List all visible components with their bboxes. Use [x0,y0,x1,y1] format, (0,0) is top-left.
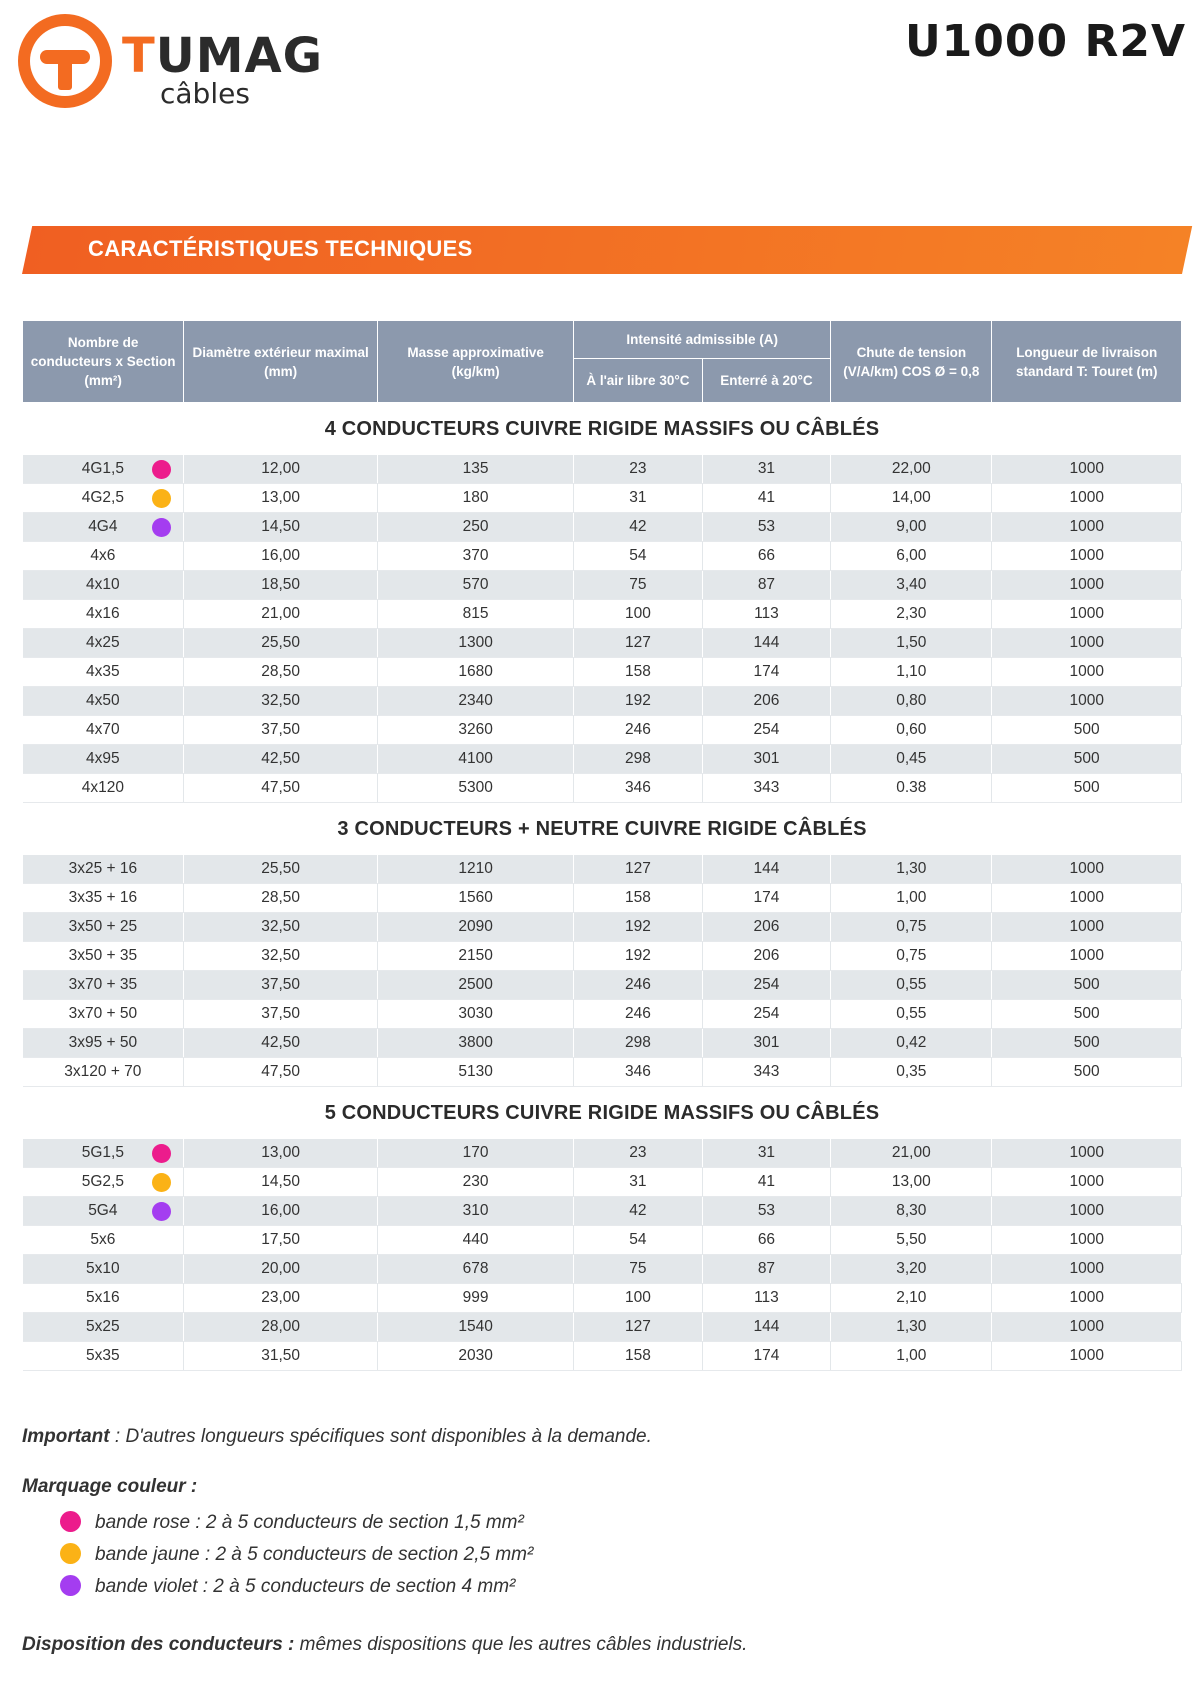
cell-length: 1000 [992,1284,1182,1313]
logo-emblem-icon [18,14,112,108]
cell-mass: 3800 [378,1029,574,1058]
cell-current-air: 192 [574,913,703,942]
cell-length: 500 [992,1000,1182,1029]
cell-mass: 1540 [378,1313,574,1342]
cell-current-ground: 41 [702,484,831,513]
header-section: Nombre de conducteurs x Section (mm²) [23,321,184,403]
cell-diameter: 18,50 [184,571,378,600]
cell-current-air: 54 [574,542,703,571]
cell-section: 4x120 [23,774,184,803]
cell-current-ground: 144 [702,629,831,658]
cell-voltage-drop: 14,00 [831,484,992,513]
violet-marker-icon [152,518,171,537]
table-row [23,913,1182,942]
cell-current-air: 246 [574,716,703,745]
cell-current-air: 158 [574,658,703,687]
cell-voltage-drop: 3,20 [831,1255,992,1284]
cell-section: 3x95 + 50 [23,1029,184,1058]
yellow-marker-icon [152,489,171,508]
legend-text: bande violet : 2 à 5 conducteurs de section 4 mm² [95,1576,516,1597]
table-row [23,542,1182,571]
legend-item-yellow [60,1544,533,1566]
cell-mass: 2500 [378,971,574,1000]
cell-current-ground: 113 [702,1284,831,1313]
cell-section: 4G4 [23,513,184,542]
cell-length: 500 [992,971,1182,1000]
cell-voltage-drop: 8,30 [831,1197,992,1226]
pink-dot-icon [60,1511,81,1532]
header-current-air: À l'air libre 30°C [574,359,703,403]
header-delivery-length: Longueur de livraison standard T: Touret (m) [992,321,1182,403]
table-row [23,571,1182,600]
conductor-layout-note: Disposition des conducteurs : mêmes dispositions que les autres câbles industriels. [22,1634,748,1655]
cell-current-ground: 174 [702,1342,831,1371]
cell-current-ground: 301 [702,745,831,774]
color-marking-title: Marquage couleur : [22,1476,198,1497]
table-row [23,455,1182,484]
cell-diameter: 25,50 [184,855,378,884]
cell-current-ground: 87 [702,571,831,600]
cell-diameter: 32,50 [184,913,378,942]
cell-section: 3x70 + 35 [23,971,184,1000]
legend-text: bande rose : 2 à 5 conducteurs de section 1,5 mm² [95,1512,524,1533]
cell-mass: 2150 [378,942,574,971]
cell-current-air: 346 [574,774,703,803]
cell-section: 5x25 [23,1313,184,1342]
cell-voltage-drop: 2,30 [831,600,992,629]
cell-current-air: 158 [574,1342,703,1371]
cell-length: 1000 [992,1255,1182,1284]
cell-diameter: 47,50 [184,1058,378,1087]
legend-item-pink [60,1512,524,1534]
table-row [23,1168,1182,1197]
cell-mass: 440 [378,1226,574,1255]
legend-item-violet [60,1576,515,1598]
cell-diameter: 13,00 [184,1139,378,1168]
cell-length: 1000 [992,455,1182,484]
cell-mass: 310 [378,1197,574,1226]
cell-length: 500 [992,1058,1182,1087]
table-row [23,1255,1182,1284]
cell-mass: 1210 [378,855,574,884]
cell-current-ground: 301 [702,1029,831,1058]
section-heading: 5 CONDUCTEURS CUIVRE RIGIDE MASSIFS OU CÂBLÉS [23,1087,1182,1140]
important-note: Important : D'autres longueurs spécifiques sont disponibles à la demande. [22,1426,652,1447]
cell-voltage-drop: 0,35 [831,1058,992,1087]
cell-current-ground: 53 [702,1197,831,1226]
cell-section: 3x50 + 25 [23,913,184,942]
cell-current-ground: 66 [702,1226,831,1255]
cell-current-air: 298 [574,745,703,774]
violet-dot-icon [60,1575,81,1596]
brand-logo [18,14,324,114]
cell-current-ground: 113 [702,600,831,629]
cell-current-air: 127 [574,855,703,884]
cell-current-air: 23 [574,455,703,484]
cell-mass: 815 [378,600,574,629]
cell-current-air: 75 [574,1255,703,1284]
cell-current-ground: 31 [702,1139,831,1168]
cell-voltage-drop: 1,50 [831,629,992,658]
table-row [23,1313,1182,1342]
table-row [23,600,1182,629]
cell-section: 5x35 [23,1342,184,1371]
brand-name: TUMAG [122,28,324,84]
cell-diameter: 16,00 [184,1197,378,1226]
cell-diameter: 13,00 [184,484,378,513]
cell-current-air: 42 [574,513,703,542]
legend-text: bande jaune : 2 à 5 conducteurs de section 2,5 mm² [95,1544,534,1565]
pink-marker-icon [152,1144,171,1163]
cell-voltage-drop: 0,55 [831,1000,992,1029]
table-row [23,484,1182,513]
cell-current-ground: 144 [702,1313,831,1342]
specs-table [22,320,1182,1371]
cell-length: 1000 [992,571,1182,600]
cell-current-air: 31 [574,1168,703,1197]
cell-current-ground: 31 [702,455,831,484]
cell-diameter: 31,50 [184,1342,378,1371]
cell-length: 1000 [992,600,1182,629]
cell-voltage-drop: 0,60 [831,716,992,745]
cell-length: 1000 [992,629,1182,658]
cell-current-air: 100 [574,1284,703,1313]
cell-mass: 678 [378,1255,574,1284]
cell-mass: 4100 [378,745,574,774]
cell-voltage-drop: 1,00 [831,884,992,913]
cell-section: 5G1,5 [23,1139,184,1168]
cell-diameter: 21,00 [184,600,378,629]
cell-diameter: 14,50 [184,1168,378,1197]
cell-current-ground: 206 [702,687,831,716]
cell-diameter: 20,00 [184,1255,378,1284]
cell-current-ground: 206 [702,942,831,971]
cell-current-ground: 53 [702,513,831,542]
cell-mass: 250 [378,513,574,542]
cell-length: 1000 [992,1226,1182,1255]
cell-mass: 3260 [378,716,574,745]
cell-current-air: 42 [574,1197,703,1226]
cell-length: 500 [992,1029,1182,1058]
table-row [23,513,1182,542]
cell-mass: 370 [378,542,574,571]
cell-diameter: 25,50 [184,629,378,658]
cell-current-air: 127 [574,629,703,658]
cell-length: 1000 [992,658,1182,687]
cell-section: 5x6 [23,1226,184,1255]
cell-section: 4x6 [23,542,184,571]
cell-current-air: 192 [574,942,703,971]
cell-mass: 5300 [378,774,574,803]
cell-diameter: 16,00 [184,542,378,571]
cell-current-ground: 254 [702,971,831,1000]
violet-marker-icon [152,1202,171,1221]
table-row [23,1284,1182,1313]
cell-mass: 3030 [378,1000,574,1029]
cell-section: 4x35 [23,658,184,687]
header-diameter: Diamètre extérieur maximal (mm) [184,321,378,403]
cell-section: 4x70 [23,716,184,745]
cell-current-ground: 343 [702,1058,831,1087]
cell-length: 1000 [992,1342,1182,1371]
cell-current-air: 346 [574,1058,703,1087]
cell-mass: 5130 [378,1058,574,1087]
cell-length: 1000 [992,855,1182,884]
cell-section: 3x50 + 35 [23,942,184,971]
cell-length: 1000 [992,1313,1182,1342]
product-title: U1000 R2V [904,16,1186,67]
cell-diameter: 47,50 [184,774,378,803]
table-row [23,745,1182,774]
cell-current-ground: 343 [702,774,831,803]
cell-length: 1000 [992,542,1182,571]
table-row [23,687,1182,716]
cell-section: 4x16 [23,600,184,629]
table-row [23,716,1182,745]
cell-length: 1000 [992,942,1182,971]
cell-current-air: 23 [574,1139,703,1168]
table-row [23,658,1182,687]
cell-current-ground: 41 [702,1168,831,1197]
table-row [23,1226,1182,1255]
cell-section: 3x25 + 16 [23,855,184,884]
cell-diameter: 17,50 [184,1226,378,1255]
table-row [23,1342,1182,1371]
cell-current-air: 158 [574,884,703,913]
cell-current-ground: 174 [702,658,831,687]
header-mass: Masse approximative (kg/km) [378,321,574,403]
brand-subtitle: câbles [160,77,250,110]
cell-diameter: 14,50 [184,513,378,542]
cell-length: 1000 [992,687,1182,716]
cell-section: 3x70 + 50 [23,1000,184,1029]
table-row [23,971,1182,1000]
cell-diameter: 37,50 [184,971,378,1000]
cell-voltage-drop: 0,75 [831,913,992,942]
cell-voltage-drop: 1,10 [831,658,992,687]
table-row [23,1058,1182,1087]
yellow-marker-icon [152,1173,171,1192]
cell-voltage-drop: 0,75 [831,942,992,971]
cell-current-air: 246 [574,971,703,1000]
cell-current-air: 192 [574,687,703,716]
table-row [23,884,1182,913]
cell-voltage-drop: 0,80 [831,687,992,716]
cell-current-ground: 144 [702,855,831,884]
table-row [23,1029,1182,1058]
section-banner [22,226,1182,274]
cell-section: 3x120 + 70 [23,1058,184,1087]
table-row [23,629,1182,658]
cell-section: 5x16 [23,1284,184,1313]
cell-section: 5x10 [23,1255,184,1284]
cell-voltage-drop: 5,50 [831,1226,992,1255]
cell-section: 3x35 + 16 [23,884,184,913]
cell-current-air: 100 [574,600,703,629]
cell-current-air: 75 [574,571,703,600]
cell-voltage-drop: 3,40 [831,571,992,600]
cell-current-ground: 254 [702,716,831,745]
cell-diameter: 42,50 [184,1029,378,1058]
cell-section: 4G1,5 [23,455,184,484]
cell-section: 4x10 [23,571,184,600]
cell-length: 1000 [992,1168,1182,1197]
cell-mass: 135 [378,455,574,484]
cell-diameter: 28,00 [184,1313,378,1342]
cell-section: 5G4 [23,1197,184,1226]
cell-diameter: 37,50 [184,716,378,745]
cell-voltage-drop: 0,45 [831,745,992,774]
cell-current-ground: 254 [702,1000,831,1029]
cell-current-air: 298 [574,1029,703,1058]
cell-voltage-drop: 2,10 [831,1284,992,1313]
cell-diameter: 32,50 [184,942,378,971]
table-row [23,774,1182,803]
cell-current-ground: 87 [702,1255,831,1284]
cell-diameter: 37,50 [184,1000,378,1029]
cell-length: 500 [992,716,1182,745]
cell-diameter: 32,50 [184,687,378,716]
cell-current-air: 246 [574,1000,703,1029]
cell-length: 1000 [992,513,1182,542]
table-row [23,942,1182,971]
header-voltage-drop: Chute de tension (V/A/km) COS Ø = 0,8 [831,321,992,403]
cell-section: 4G2,5 [23,484,184,513]
cell-voltage-drop: 0,55 [831,971,992,1000]
cell-mass: 2030 [378,1342,574,1371]
cell-voltage-drop: 6,00 [831,542,992,571]
cell-mass: 230 [378,1168,574,1197]
cell-diameter: 28,50 [184,884,378,913]
cell-mass: 1680 [378,658,574,687]
cell-mass: 2340 [378,687,574,716]
section-heading: 4 CONDUCTEURS CUIVRE RIGIDE MASSIFS OU CÂBLÉS [23,403,1182,456]
cell-mass: 1560 [378,884,574,913]
yellow-dot-icon [60,1543,81,1564]
cell-mass: 1300 [378,629,574,658]
cell-mass: 2090 [378,913,574,942]
cell-length: 1000 [992,913,1182,942]
section-heading: 3 CONDUCTEURS + NEUTRE CUIVRE RIGIDE CÂBLÉS [23,803,1182,856]
cell-voltage-drop: 1,30 [831,855,992,884]
table-row [23,1000,1182,1029]
cell-mass: 180 [378,484,574,513]
cell-current-ground: 206 [702,913,831,942]
cell-current-ground: 174 [702,884,831,913]
cell-mass: 570 [378,571,574,600]
cell-voltage-drop: 0,42 [831,1029,992,1058]
cell-current-air: 127 [574,1313,703,1342]
cell-length: 1000 [992,484,1182,513]
cell-length: 1000 [992,884,1182,913]
cell-length: 500 [992,745,1182,774]
header-current-ground: Enterré à 20°C [702,359,831,403]
cell-diameter: 42,50 [184,745,378,774]
cell-length: 500 [992,774,1182,803]
section-banner-title: CARACTÉRISTIQUES TECHNIQUES [88,236,473,261]
cell-section: 4x25 [23,629,184,658]
cell-section: 5G2,5 [23,1168,184,1197]
pink-marker-icon [152,460,171,479]
cell-voltage-drop: 1,30 [831,1313,992,1342]
header-current-group: Intensité admissible (A) [574,321,831,359]
cell-section: 4x50 [23,687,184,716]
cell-voltage-drop: 9,00 [831,513,992,542]
cell-voltage-drop: 22,00 [831,455,992,484]
cell-diameter: 28,50 [184,658,378,687]
cell-mass: 999 [378,1284,574,1313]
cell-section: 4x95 [23,745,184,774]
cell-length: 1000 [992,1139,1182,1168]
cell-voltage-drop: 1,00 [831,1342,992,1371]
cell-diameter: 23,00 [184,1284,378,1313]
table-row [23,1139,1182,1168]
cell-length: 1000 [992,1197,1182,1226]
cell-current-ground: 66 [702,542,831,571]
table-row [23,1197,1182,1226]
cell-voltage-drop: 13,00 [831,1168,992,1197]
table-row [23,855,1182,884]
cell-current-air: 31 [574,484,703,513]
cell-current-air: 54 [574,1226,703,1255]
cell-diameter: 12,00 [184,455,378,484]
cell-voltage-drop: 21,00 [831,1139,992,1168]
cell-voltage-drop: 0.38 [831,774,992,803]
cell-mass: 170 [378,1139,574,1168]
